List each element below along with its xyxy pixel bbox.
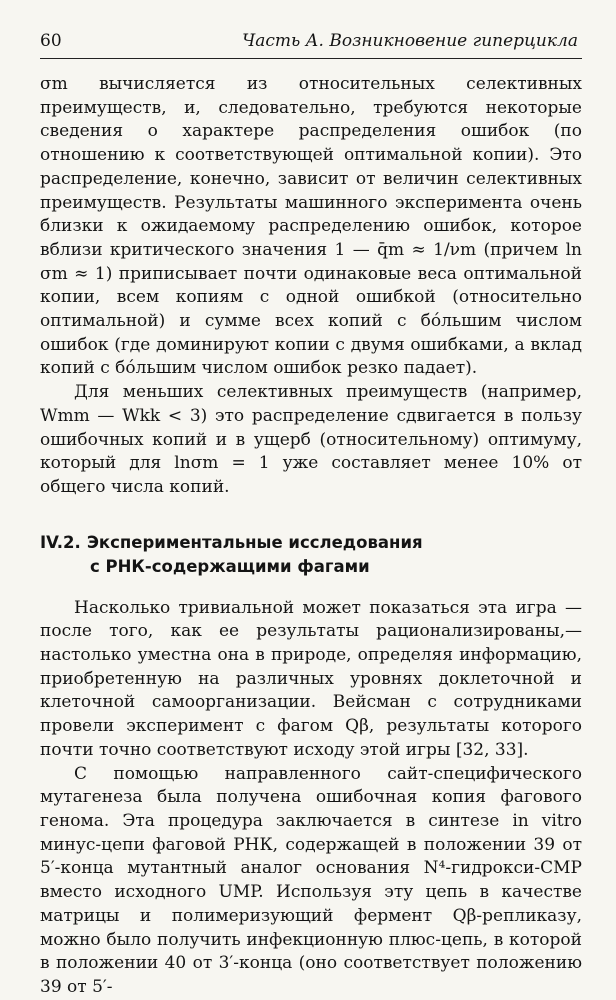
page-header — [40, 30, 582, 59]
section-number: IV.2. — [40, 532, 81, 552]
page-number: 60 — [40, 31, 62, 51]
paragraph: С помощью направленного сайт-специфического мутагенеза была получена ошибочная копия фагового генома. Эта процедура заключается в синтезе in vitro минус-цепи фаговой РНК, содержащей в положении 39 от 5′-конца мутантный аналог основания N⁴-гидрокси-CMP вместо исходного UMP. Используя эту цепь в качестве матрицы и полимеризующий фермент Qβ-репликазу, можно было получить инфекционную плюс-цепь, в которой в положении 40 от 3′-конца (оно соответствует положению 39 от 5′- — [40, 763, 582, 997]
paragraph: Для меньших селективных преимуществ (например, Wmm — Wkk < 3) это распределение сдвигается в пользу ошибочных копий и в ущерб (относительному) оптимуму, который для lnσm = 1 уже составляет менее 10% от общего числа копий. — [40, 382, 582, 497]
running-title: Часть А. Возникновение гиперцикла — [242, 31, 578, 51]
section-title-line1: Экспериментальные исследования — [86, 532, 423, 552]
section-heading — [40, 531, 582, 579]
page-body — [40, 73, 582, 1000]
section-title-line2: с РНК-содержащими фагами — [90, 556, 370, 576]
paragraph: Насколько тривиальной может показаться эта игра — после того, как ее результаты рационализированы,— настолько уместна она в природе, определяя информацию, приобретенную на различных уровнях доклеточной и клеточной самоорганизации. Вейсман с сотрудниками провели эксперимент с фагом Qβ, результаты которого почти точно соответствуют исходу этой игры [32, 33]. — [40, 597, 582, 760]
paragraph: σm вычисляется из относительных селективных преимуществ, и, следовательно, требуются некоторые сведения о характере распределения ошибок (по отношению к соответствующей оптимальной копии). Это распределение, конечно, зависит от величин селективных преимуществ. Результаты машинного эксперимента очень близки к ожидаемому распределению ошибок, которое вблизи критического значения 1 — q̄m ≈ 1/νm (причем ln σm ≈ 1) приписывает почти одинаковые веса оптимальной копии, всем копиям с одной ошибкой (относительно оптимальной) и сумме всех копий с бóльшим числом ошибок (где доминируют копии с двумя ошибками, а вклад копий с бóльшим числом ошибок резко падает). — [40, 74, 582, 379]
